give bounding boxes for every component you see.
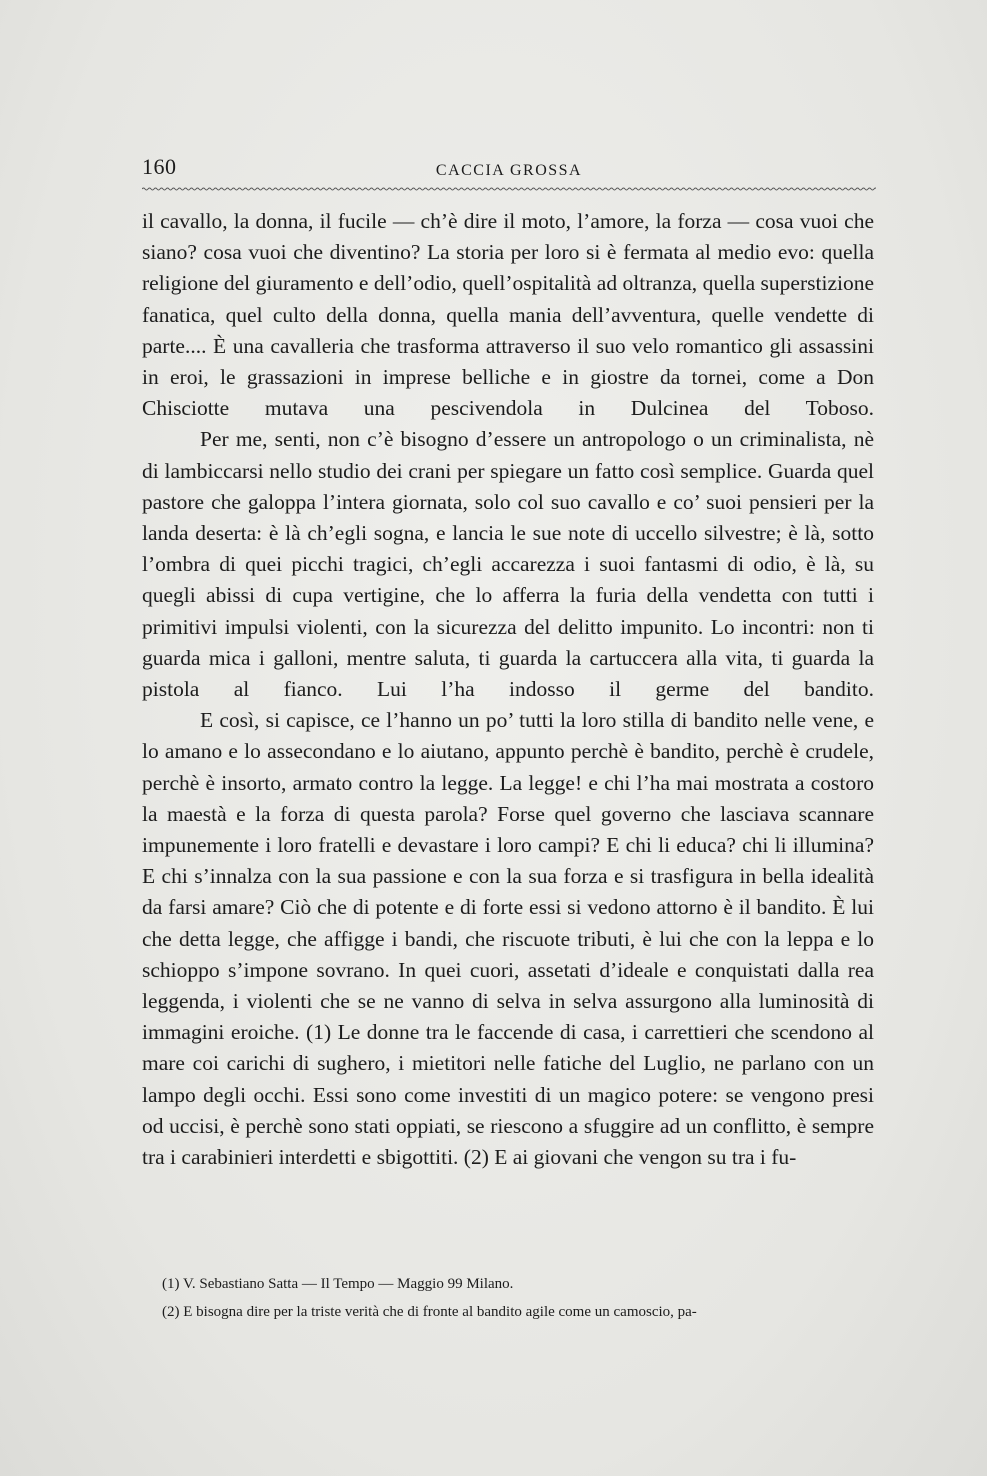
- paragraph-3: E così, si capisce, ce l’hanno un po’ tutti la loro stilla di bandito nelle vene, e lo amano e lo assecondano e lo aiutano, appunto perchè è bandito, perchè è crudele, perchè è insorto, armato contro la legge. La legge! e chi l’ha mai mostrata a costoro la maestà e la forza di questa parola? Forse quel governo che lasciava scannare impunemente i loro fratelli e devastare i loro campi? E chi li educa? chi li illumina? E chi s’innalza con la sua passione e con la sua forza e si trasfigura in bella idealità da farsi amare? Ciò che di potente e di forte essi si vedono attorno è il bandito. È lui che detta legge, che affigge i bandi, che riscuote tributi, è lui che con la leppa e lo schioppo s’impone sovrano. In quei cuori, assetati d’ideale e conquistati dalla rea leggenda, i violenti che se ne vanno di selva in selva assurgono alla luminosità di immagini eroiche. (1) Le donne tra le faccende di casa, i carrettieri che scendono al mare coi carichi di sughero, i mietitori nelle fatiche del Luglio, ne parlano con un lampo degli occhi. Essi sono come investiti di un magico potere: se vengono presi od uccisi, è perchè sono stati oppiati, se riescono a sfuggire ad un conflitto, è sempre tra i carabinieri interdetti e sbigottiti. (2) E ai giovani che vengon su tra i fu-: [142, 708, 874, 1170]
- page-number: 160: [142, 154, 177, 179]
- header-wavy-rule: [142, 186, 876, 192]
- footnote-1: (1) V. Sebastiano Satta — Il Tempo — Maggio 99 Milano.: [162, 1276, 514, 1292]
- paragraph-1: il cavallo, la donna, il fucile — ch’è dire il moto, l’amore, la forza — cosa vuoi che siano? cosa vuoi che diventino? La storia per loro si è fermata al medio evo: quella religione del giuramento e dell’odio, quell’ospitalità ad oltranza, quella superstizione fanatica, quel culto della donna, quella mania dell’avventura, quelle vendette di parte.... È una cavalleria che trasforma attraverso il suo velo romantico gli assassini in eroi, le grassazioni in imprese belliche e in giostre da tornei, come a Don Chisciotte mutava una pescivendola in Dulcinea del Toboso.: [142, 209, 874, 421]
- page-header: [142, 150, 876, 194]
- footnote-2: (2) E bisogna dire per la triste verità che di fronte al bandito agile come un camoscio, pa-: [162, 1304, 697, 1320]
- running-title: CACCIA GROSSA: [435, 162, 583, 179]
- body-text: [142, 206, 874, 1173]
- footnotes: [142, 1270, 874, 1326]
- paragraph-2: Per me, senti, non c’è bisogno d’essere un antropologo o un criminalista, nè di lambiccarsi nello studio dei crani per spiegare un fatto così semplice. Guarda quel pastore che galoppa l’intera giornata, solo col suo cavallo e co’ suoi pensieri per la landa deserta: è là ch’egli sogna, e lancia le sue note di uccello silvestre; è là, sotto l’ombra di quei picchi tragici, ch’egli accarezza i suoi fantasmi di odio, è là, su quegli abissi di cupa vertigine, che lo afferra la furia della vendetta con tutti i primitivi impulsi violenti, con la sicurezza del delitto impunito. Lo incontri: non ti guarda mica i galloni, mentre saluta, ti guarda la cartuccera alla vita, ti guarda la pistola al fianco. Lui l’ha indosso il germe del bandito.: [142, 427, 874, 702]
